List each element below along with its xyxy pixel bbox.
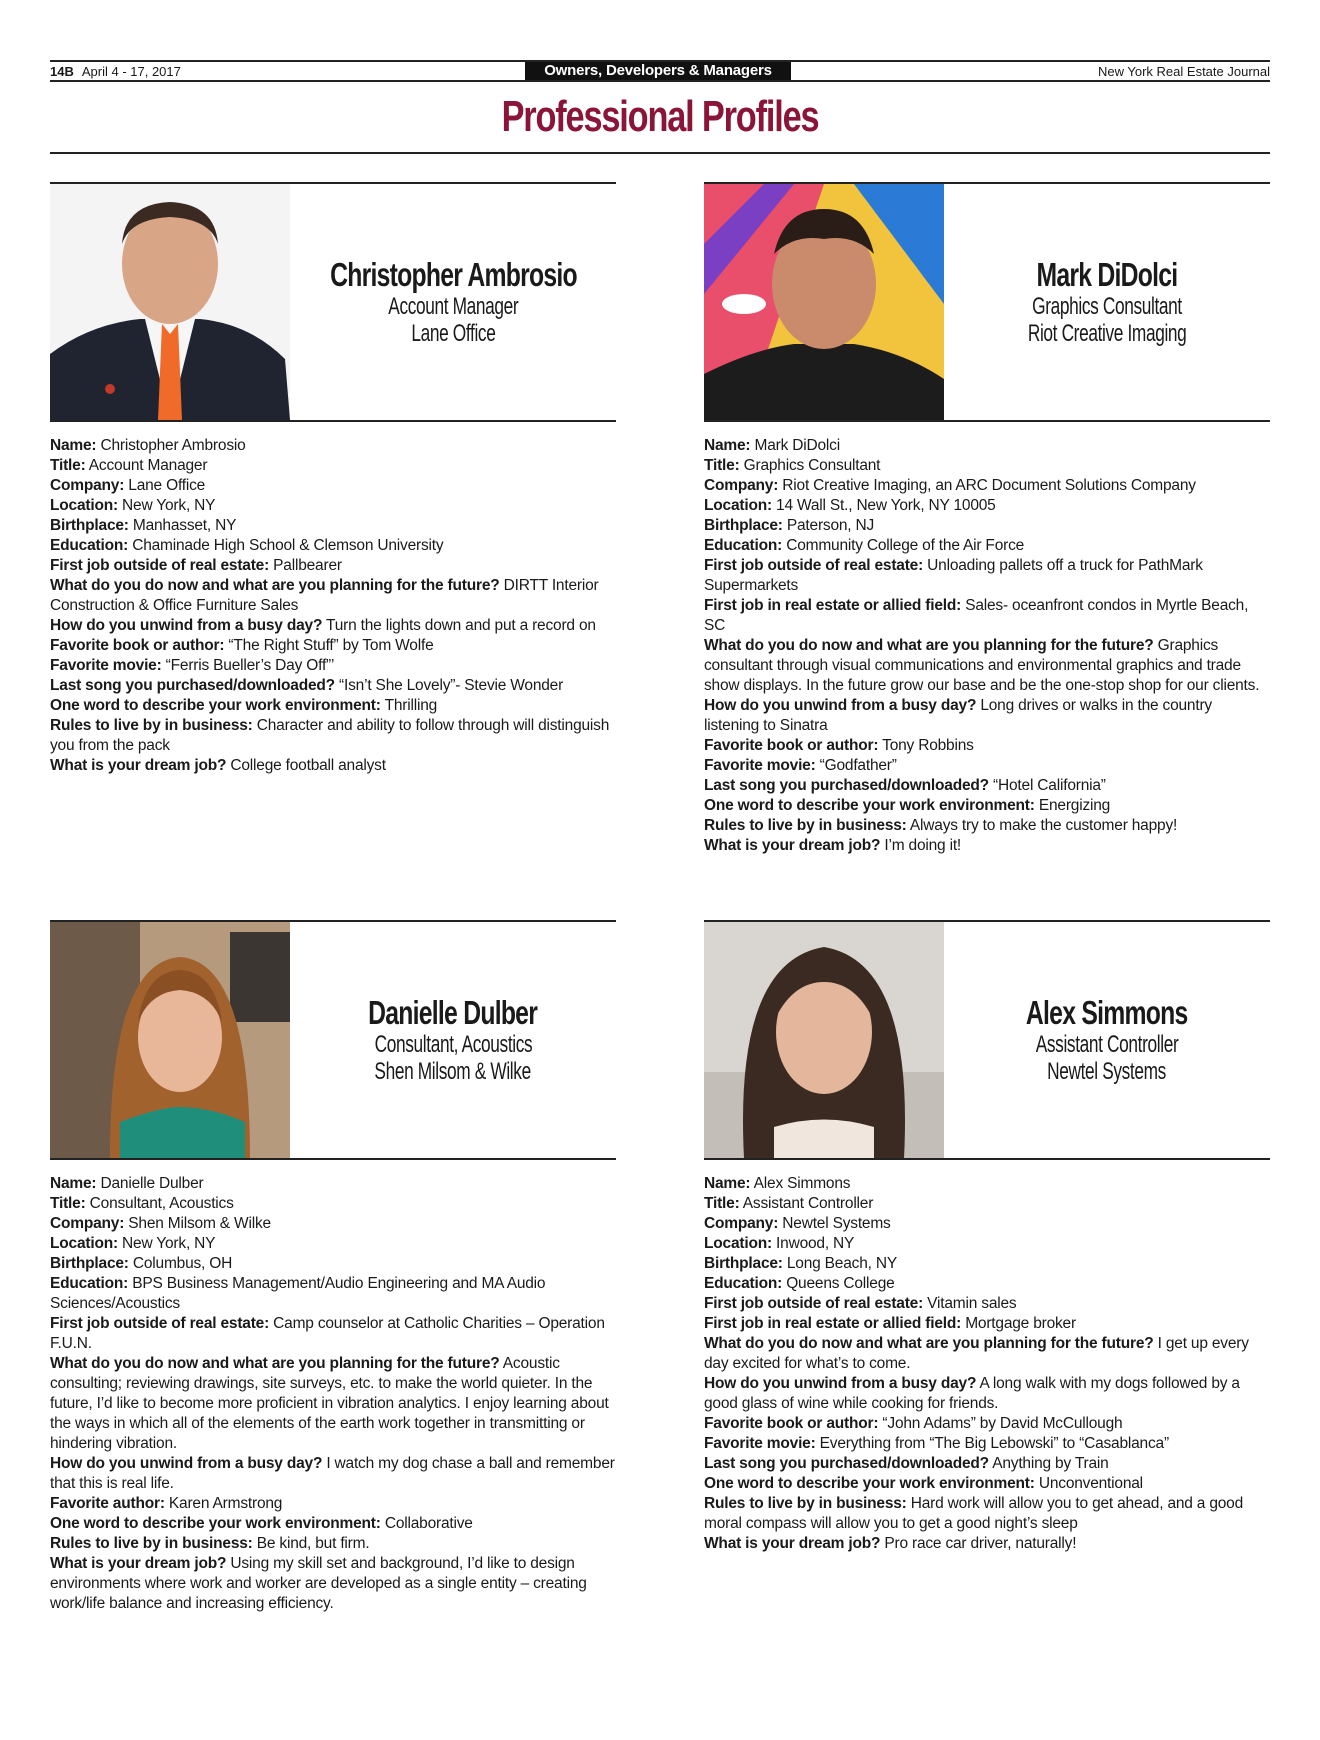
field-label: Favorite author: (50, 1495, 165, 1512)
field-value: Riot Creative Imaging, an ARC Document Solutions Company (778, 477, 1196, 494)
profile-banner (50, 920, 616, 1160)
field-value: Turn the lights down and put a record on (322, 617, 596, 634)
field-label: First job in real estate or allied field: (704, 1315, 962, 1332)
detail-field (50, 456, 616, 476)
field-label: First job outside of real estate: (50, 557, 270, 574)
profile-details (704, 436, 1270, 856)
field-value: Queens College (782, 1275, 895, 1292)
profile-job-title: Assistant Controller (1035, 1031, 1179, 1058)
field-value: Christopher Ambrosio (96, 437, 246, 454)
detail-field (50, 436, 616, 456)
field-label: Company: (704, 477, 779, 494)
profile-name: Christopher Ambrosio (329, 256, 577, 293)
profile-job-title: Account Manager (387, 293, 519, 320)
folio (50, 64, 181, 79)
field-value: Newtel Systems (778, 1215, 891, 1232)
detail-field (704, 636, 1270, 696)
field-label: Rules to live by in business: (50, 1535, 253, 1552)
field-label: Company: (50, 1215, 125, 1232)
detail-field (50, 556, 616, 576)
field-label: Rules to live by in business: (50, 717, 253, 734)
detail-field (704, 476, 1270, 496)
detail-field (50, 1314, 616, 1354)
field-value: “John Adams” by David McCullough (878, 1415, 1123, 1432)
title-divider (50, 152, 1270, 154)
detail-field (50, 476, 616, 496)
detail-field (50, 636, 616, 656)
field-value: Chaminade High School & Clemson University (128, 537, 444, 554)
profile-card (50, 920, 616, 1614)
field-label: Favorite movie: (50, 657, 162, 674)
headshot-photo (704, 922, 944, 1158)
detail-field (704, 1274, 1270, 1294)
field-value: Always try to make the customer happy! (906, 817, 1178, 834)
field-label: First job outside of real estate: (50, 1315, 270, 1332)
field-value: College football analyst (226, 757, 386, 774)
publication-name: New York Real Estate Journal (1098, 64, 1270, 79)
field-value: 14 Wall St., New York, NY 10005 (771, 497, 996, 514)
field-value: Columbus, OH (128, 1255, 233, 1272)
profile-company: Shen Milsom & Wilke (374, 1058, 532, 1085)
detail-field (704, 556, 1270, 596)
detail-field (704, 696, 1270, 736)
field-label: Education: (50, 537, 129, 554)
field-label: What is your dream job? (704, 1535, 881, 1552)
field-label: What do you do now and what are you planning for the future? (50, 577, 500, 594)
detail-field (704, 1334, 1270, 1374)
detail-field (50, 656, 616, 676)
field-value: Paterson, NJ (782, 517, 875, 534)
field-label: Name: (704, 1175, 751, 1192)
detail-field (50, 496, 616, 516)
field-value: “Godfather” (815, 757, 897, 774)
field-value: Alex Simmons (750, 1175, 851, 1192)
field-value: “Hotel California” (988, 777, 1106, 794)
field-value: Karen Armstrong (164, 1495, 283, 1512)
detail-field (704, 496, 1270, 516)
profile-details (50, 436, 616, 776)
profile-banner (50, 182, 616, 422)
field-label: Birthplace: (50, 1255, 129, 1272)
field-label: Birthplace: (704, 1255, 783, 1272)
detail-field (50, 536, 616, 556)
profile-job-title: Graphics Consultant (1032, 293, 1182, 320)
headshot-photo (704, 184, 944, 420)
field-label: One word to describe your work environment: (50, 697, 381, 714)
field-value: Community College of the Air Force (782, 537, 1025, 554)
field-label: Company: (50, 477, 125, 494)
page-number: 14B (50, 64, 74, 79)
page-title: Professional Profiles (501, 92, 819, 141)
field-value: Camp counselor at Catholic Charities – Operation F.U.N. (50, 1315, 605, 1352)
profile-card (704, 182, 1270, 856)
field-label: Location: (704, 1235, 772, 1252)
detail-field (50, 1494, 616, 1514)
field-value: Character and ability to follow through will distinguish you from the pack (50, 717, 610, 754)
profile-card (704, 920, 1270, 1554)
detail-field (704, 776, 1270, 796)
detail-field (50, 576, 616, 616)
detail-field (50, 696, 616, 716)
detail-field (704, 516, 1270, 536)
profile-banner (704, 182, 1270, 422)
profile-company: Riot Creative Imaging (1027, 320, 1187, 347)
detail-field (50, 1454, 616, 1494)
field-label: Last song you purchased/downloaded? (704, 1455, 989, 1472)
field-value: Mortgage broker (961, 1315, 1076, 1332)
field-value: “The Right Stuff” by Tom Wolfe (224, 637, 434, 654)
field-value: BPS Business Management/Audio Engineering and MA Audio Sciences/Acoustics (50, 1275, 546, 1312)
profile-name: Alex Simmons (1026, 994, 1188, 1031)
field-value: Shen Milsom & Wilke (124, 1215, 271, 1232)
field-label: Title: (50, 1195, 86, 1212)
detail-field (50, 676, 616, 696)
field-value: Everything from “The Big Lebowski” to “Casablanca” (815, 1435, 1169, 1452)
detail-field (704, 1414, 1270, 1434)
detail-field (50, 756, 616, 776)
field-label: First job in real estate or allied field: (704, 597, 962, 614)
field-value: Sales- oceanfront condos in Myrtle Beach, SC (704, 597, 1249, 634)
detail-field (50, 516, 616, 536)
profile-card (50, 182, 616, 776)
detail-field (704, 756, 1270, 776)
field-label: Title: (704, 1195, 740, 1212)
field-label: First job outside of real estate: (704, 557, 924, 574)
detail-field (50, 1194, 616, 1214)
detail-field (704, 836, 1270, 856)
field-label: Education: (50, 1275, 129, 1292)
field-label: Favorite book or author: (50, 637, 225, 654)
field-value: Inwood, NY (771, 1235, 855, 1252)
profile-banner (704, 920, 1270, 1160)
field-label: How do you unwind from a busy day? (50, 617, 323, 634)
field-label: What do you do now and what are you planning for the future? (704, 637, 1154, 654)
field-label: First job outside of real estate: (704, 1295, 924, 1312)
profile-heading (290, 922, 616, 1158)
field-label: Birthplace: (50, 517, 129, 534)
field-value: Unconventional (1034, 1475, 1143, 1492)
field-value: A long walk with my dogs followed by a good glass of wine while cooking for friends. (704, 1375, 1240, 1412)
field-value: Acoustic consulting; reviewing drawings, site surveys, etc. to make the world quieter. In the future, I’d like to become more proficient in vibration analytics. I enjoy learning about the ways in which all of the elements of the earth work together in transmitting or hindering vibration. (50, 1355, 609, 1452)
detail-field (50, 716, 616, 756)
profile-heading (944, 922, 1270, 1158)
detail-field (704, 1474, 1270, 1494)
detail-field (704, 1494, 1270, 1534)
field-value: “Ferris Bueller’s Day Off”’ (161, 657, 335, 674)
field-value: Lane Office (124, 477, 206, 494)
field-value: Be kind, but firm. (252, 1535, 370, 1552)
field-label: One word to describe your work environment: (704, 1475, 1035, 1492)
field-value: Long drives or walks in the country listening to Sinatra (704, 697, 1212, 734)
field-value: Danielle Dulber (96, 1175, 204, 1192)
field-value: New York, NY (117, 497, 216, 514)
field-value: Thrilling (380, 697, 438, 714)
issue-date: April 4 - 17, 2017 (81, 64, 181, 79)
field-value: Account Manager (85, 457, 208, 474)
field-label: Favorite book or author: (704, 1415, 879, 1432)
field-value: DIRTT Interior Construction & Office Furniture Sales (50, 577, 599, 614)
field-value: I’m doing it! (880, 837, 962, 854)
field-label: Favorite book or author: (704, 737, 879, 754)
field-value: I watch my dog chase a ball and remember that this is real life. (50, 1455, 615, 1492)
field-label: Education: (704, 1275, 783, 1292)
field-label: Name: (50, 1175, 97, 1192)
field-value: Anything by Train (988, 1455, 1109, 1472)
detail-field (704, 1434, 1270, 1454)
profile-name: Danielle Dulber (368, 994, 538, 1031)
detail-field (704, 1374, 1270, 1414)
detail-field (50, 1274, 616, 1314)
profile-heading (944, 184, 1270, 420)
field-label: What do you do now and what are you planning for the future? (50, 1355, 500, 1372)
field-label: How do you unwind from a busy day? (704, 1375, 977, 1392)
headshot-photo (50, 922, 290, 1158)
field-label: One word to describe your work environment: (50, 1515, 381, 1532)
profile-company: Newtel Systems (1047, 1058, 1167, 1085)
detail-field (704, 1194, 1270, 1214)
field-label: Education: (704, 537, 783, 554)
field-label: Last song you purchased/downloaded? (704, 777, 989, 794)
field-value: New York, NY (117, 1235, 216, 1252)
field-value: Manhasset, NY (128, 517, 237, 534)
profile-heading (290, 184, 616, 420)
field-value: Pro race car driver, naturally! (880, 1535, 1077, 1552)
field-value: Consultant, Acoustics (85, 1195, 234, 1212)
profile-details (704, 1174, 1270, 1554)
detail-field (50, 1214, 616, 1234)
detail-field (704, 456, 1270, 476)
detail-field (704, 736, 1270, 756)
field-label: Rules to live by in business: (704, 1495, 907, 1512)
detail-field (50, 1254, 616, 1274)
field-label: What do you do now and what are you planning for the future? (704, 1335, 1154, 1352)
field-value: Collaborative (380, 1515, 473, 1532)
detail-field (704, 816, 1270, 836)
field-label: What is your dream job? (50, 757, 227, 774)
detail-field (704, 436, 1270, 456)
profile-details (50, 1174, 616, 1614)
profile-job-title: Consultant, Acoustics (374, 1031, 532, 1058)
detail-field (704, 1454, 1270, 1474)
field-value: Mark DiDolci (750, 437, 840, 454)
field-label: How do you unwind from a busy day? (704, 697, 977, 714)
detail-field (704, 1254, 1270, 1274)
detail-field (704, 1314, 1270, 1334)
field-label: Name: (50, 437, 97, 454)
detail-field (704, 1234, 1270, 1254)
field-value: Assistant Controller (739, 1195, 874, 1212)
field-label: Favorite movie: (704, 1435, 816, 1452)
field-label: Title: (50, 457, 86, 474)
field-value: Pallbearer (269, 557, 342, 574)
detail-field (704, 1294, 1270, 1314)
field-value: Unloading pallets off a truck for PathMark Supermarkets (704, 557, 1203, 594)
field-label: Location: (704, 497, 772, 514)
field-value: Long Beach, NY (782, 1255, 897, 1272)
detail-field (704, 596, 1270, 636)
field-label: Rules to live by in business: (704, 817, 907, 834)
field-value: Energizing (1034, 797, 1111, 814)
field-value: Vitamin sales (923, 1295, 1017, 1312)
field-label: What is your dream job? (50, 1555, 227, 1572)
field-label: How do you unwind from a busy day? (50, 1455, 323, 1472)
field-label: Location: (50, 1235, 118, 1252)
profile-company: Lane Office (410, 320, 496, 347)
field-value: Tony Robbins (878, 737, 974, 754)
field-value: “Isn’t She Lovely”- Stevie Wonder (334, 677, 564, 694)
field-label: What is your dream job? (704, 837, 881, 854)
field-value: I get up every day excited for what’s to come. (704, 1335, 1249, 1372)
detail-field (704, 536, 1270, 556)
detail-field (50, 1174, 616, 1194)
field-value: Graphics consultant through visual communications and environmental graphics and trade show displays. In the future grow our base and be the one-stop shop for our clients. (704, 637, 1260, 694)
detail-field (50, 1354, 616, 1454)
field-label: Birthplace: (704, 517, 783, 534)
field-label: Last song you purchased/downloaded? (50, 677, 335, 694)
detail-field (704, 1534, 1270, 1554)
field-label: Name: (704, 437, 751, 454)
field-value: Graphics Consultant (739, 457, 881, 474)
field-value: Hard work will allow you to get ahead, and a good moral compass will allow you to get a good night’s sleep (704, 1495, 1244, 1532)
detail-field (704, 1174, 1270, 1194)
detail-field (50, 616, 616, 636)
detail-field (704, 796, 1270, 816)
field-label: Favorite movie: (704, 757, 816, 774)
detail-field (50, 1554, 616, 1614)
field-label: One word to describe your work environment: (704, 797, 1035, 814)
detail-field (50, 1534, 616, 1554)
field-label: Title: (704, 457, 740, 474)
detail-field (50, 1514, 616, 1534)
detail-field (704, 1214, 1270, 1234)
profile-name: Mark DiDolci (1036, 256, 1178, 293)
detail-field (50, 1234, 616, 1254)
page-header (50, 60, 1270, 82)
field-label: Location: (50, 497, 118, 514)
section-label: Owners, Developers & Managers (525, 62, 791, 80)
field-value: Using my skill set and background, I’d like to design environments where work and worker are developed as a single entity – creating work/life balance and increasing efficiency. (50, 1555, 587, 1612)
headshot-photo (50, 184, 290, 420)
field-label: Company: (704, 1215, 779, 1232)
